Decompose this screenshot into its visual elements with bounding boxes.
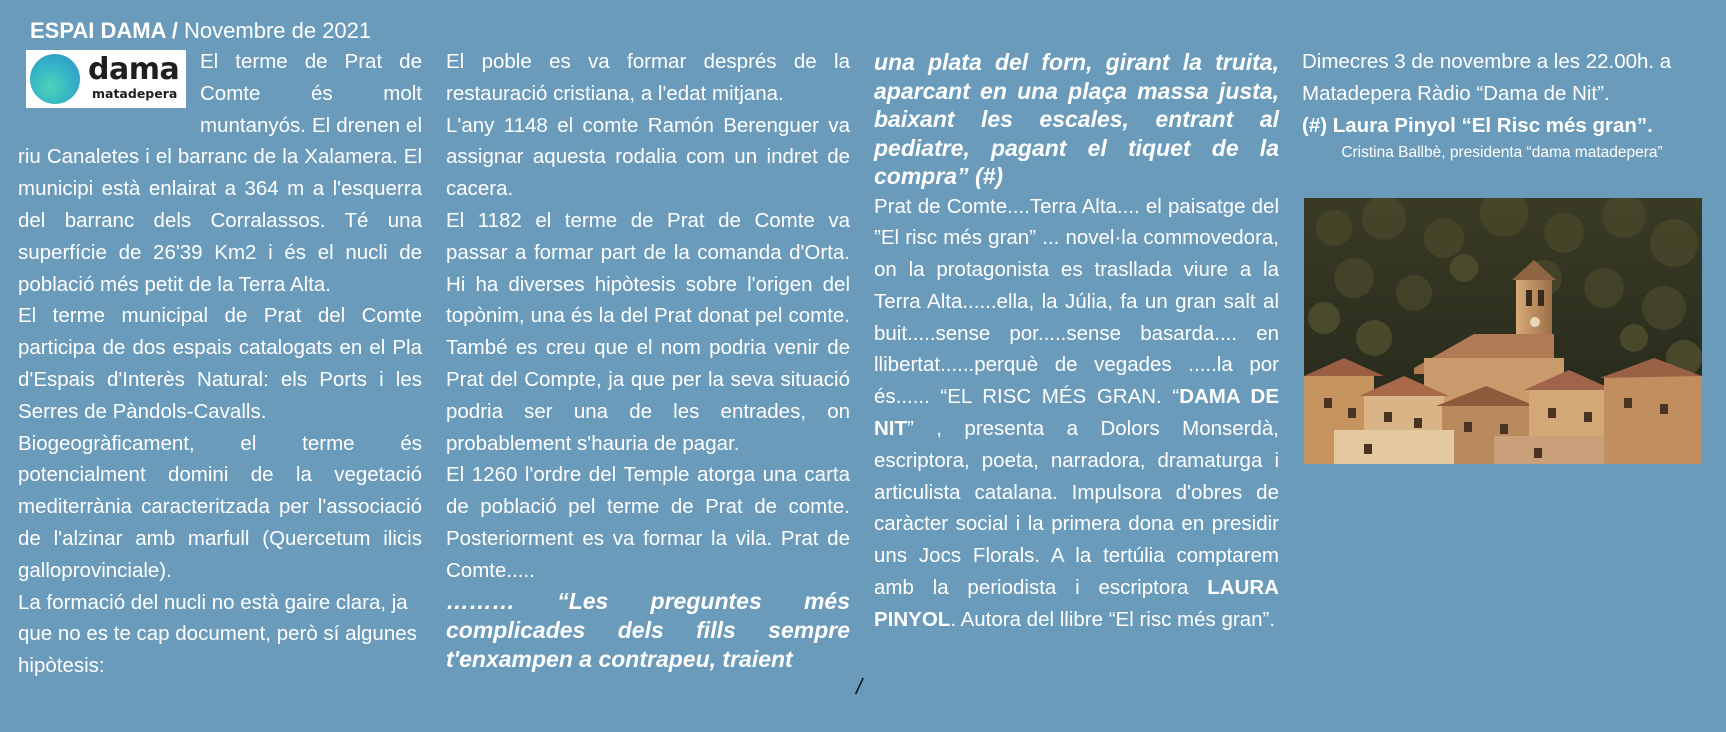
- col3-bold-dama-de-nit: DAMA DE NIT: [874, 385, 1280, 441]
- column-2: [446, 46, 850, 674]
- col3-text-a: Prat de Comte....Terra Alta.... el paisatge del ”El risc més gran” ... novel·la commovedora, on la protagonista es trasllada viure a la Terra Alta......ella, la Júlia, fa un gran salt al buit.....sense por.....sense basarda.... en llibertat......perquè de vegades .....la por és...... “EL RISC MÉS GRAN. “: [874, 194, 1279, 409]
- header-date: Novembre de 2021: [177, 18, 372, 43]
- col2-paragraph-2: L'any 1148 el comte Ramón Berenguer va assignar aquesta rodalia com un indret de cacera.: [446, 113, 850, 201]
- dama-logo: [26, 50, 186, 108]
- col1-paragraph-2: El terme municipal de Prat del Comte participa de dos espais catalogats en el Pla d'Espais d'Interès Natural: els Ports i les Serres de Pàndols-Cavalls.: [18, 304, 422, 423]
- logo-word: dama: [88, 52, 180, 87]
- event-line: Dimecres 3 de novembre a les 22.00h. a Matadepera Ràdio “Dama de Nit”.: [1302, 50, 1672, 105]
- village-photo-illustration: [1304, 198, 1702, 464]
- column-3: [874, 48, 1279, 636]
- col2-paragraph-1: El poble es va formar després de la restauració cristiana, a l'edat mitjana.: [446, 50, 850, 105]
- slash-mark: /: [856, 674, 863, 699]
- header-brand: ESPAI DAMA /: [30, 18, 178, 43]
- col2-paragraph-4: El 1260 l'ordre del Temple atorga una carta de població pel terme de Prat de comte. Posteriorment es va formar la vila. Prat de Comte.....: [446, 463, 850, 582]
- col1-paragraph-1: El terme de Prat de Comte és molt muntanyós. El drenen el riu Canaletes i el barranc de la Xalamera. El municipi està enlairat a 364 m a l'esquerra del barranc dels Corralassos. Té una superfície de 26'39 Km2 i és el nucli de població més petit de la Terra Alta.: [18, 50, 422, 296]
- col3-paragraph: [874, 191, 1279, 636]
- col3-text-b: ” , presenta a Dolors Monserdà, escriptora, poeta, narradora, dramaturga i articulista catalana. Impulsora d'obres de caràcter social i la primera dona en presidir uns Jocs Florals. A la tertúlia comptarem amb la periodista i escriptora: [874, 417, 1279, 600]
- col2-paragraph-3: El 1182 el terme de Prat de Comte va passar a formar part de la comanda d'Orta. Hi ha diverses hipòtesis sobre l'origen del topònim, una és la del Prat donat pel comte. També es creu que el nom podria venir de Prat del Compte, ja que per la seva situació podria ser una de les entrades, on probablement s'hauria de pagar.: [446, 208, 850, 455]
- col1-paragraph-4: La formació del nucli no està gaire clara, ja que no es te cap document, però sí algunes hipòtesis:: [18, 590, 417, 678]
- page-header: [30, 16, 371, 46]
- book-line: (#) Laura Pinyol “El Risc més gran”.: [1302, 113, 1653, 137]
- signature: Cristina Ballbè, presidenta “dama matadepera”: [1341, 144, 1663, 162]
- col3-bold-laura-pinyol: LAURA PINYOL: [874, 576, 1279, 631]
- column-1: [18, 46, 422, 682]
- col2-quote: ……… “Les preguntes més complicades dels fills sempre t'enxampen a contrapeu, traient: [446, 587, 850, 672]
- col3-quote: una plata del forn, girant la truita, aparcant en una plaça massa justa, baixant les escales, entrant al pediatre, pagant el tiquet de la compra” (#): [874, 49, 1279, 189]
- col3-text-c: . Autora del llibre “El risc més gran”.: [950, 607, 1276, 631]
- column-4: [1302, 46, 1702, 165]
- logo-disc-icon: [30, 54, 80, 104]
- col1-paragraph-3: Biogeogràficament, el terme és potencialment domini de la vegetació mediterrània caracteritzada per l'associació de l'alzinar amb marfull (Quercetum ilicis galloprovinciale).: [18, 431, 422, 582]
- village-photo: [1304, 198, 1702, 464]
- logo-subtitle: matadepera: [92, 86, 178, 101]
